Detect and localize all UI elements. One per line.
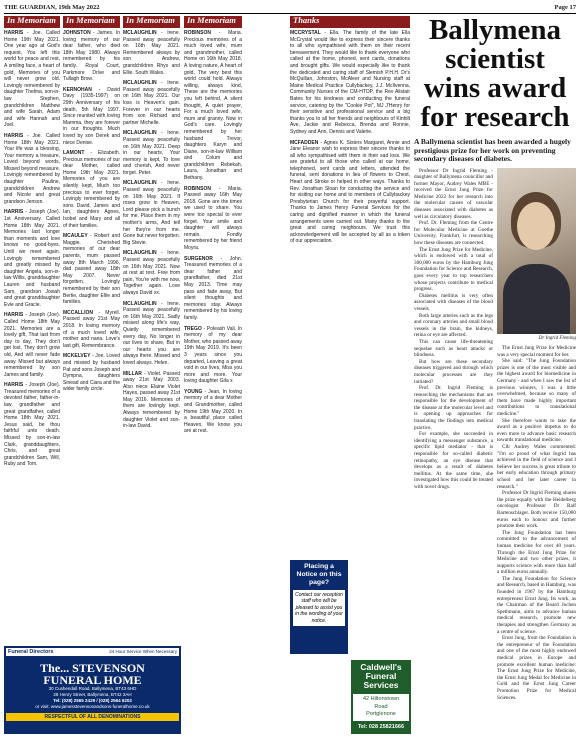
notice-text: - Irene. Passed away peacefully on 16th May 2021. Our loss is Heaven's gain. Forever in our hearts from son Richard and partner Michelle. (123, 80, 180, 126)
notice-name: ROBINSON (184, 185, 211, 192)
notice-name: HARRIS (4, 312, 24, 319)
lead-story (414, 16, 576, 734)
story-paragraph: Prof. Dr. Ingrid Fleming is researching the mechanisms that are responsible for the development of the disease at the molecular level and is opening up approaches for translating the findings into medical practice. (414, 385, 493, 431)
funeral-ad-address: 30 Cushendall Road, Ballymena, BT43 6HD (48, 686, 137, 691)
story-body (414, 168, 576, 702)
notice-item (290, 140, 410, 246)
notice-name: MCLAUGHLIN (123, 80, 157, 87)
story-standfirst: A Ballymena scientist has been awarded a hugely prestigious prize for her work on preventing secondary diseases of diabetes. (414, 137, 571, 163)
notice-name: MCAULEY (63, 233, 88, 240)
notice-item (63, 233, 120, 306)
notice-text: - Joseph (Joe). Treasured memories of a devoted father, father-in-law, grandfather and great grandfather, called Home 18th May 2021. Jesus said, be thou faithful unto death. Missed by son-in-law Clark, granddaughters, Chris, and great grandchildren Sam, Will, Ruby and Tom. (4, 382, 60, 468)
funeral-ad-strip-note: 24 Hour Service When Necessary (109, 649, 177, 654)
notice-item (63, 310, 120, 350)
story-paragraph: Prof. Dr. Fleming from the Centre for Molecular Medicine at Goethe University, Frankfurt, is researching how these diseases are connected. (414, 220, 493, 247)
column-heading: In Memoriam (184, 16, 242, 28)
notice-name: YOUNG (184, 388, 203, 395)
notice-item (123, 130, 180, 176)
notice-name: HARRIS (4, 209, 24, 216)
story-paragraph: Diabetes mellitus is very often associated with diseases of the blood vessels. (414, 292, 493, 312)
story-column-2-text (497, 345, 576, 701)
notice-name: HARRIS (4, 382, 24, 389)
story-paragraph: Professor Dr Ingrid Fleming shares the prize equally with the Heidelberg oncologist Professor Dr Ralf Bartenschlager. Both receive 150,000 euros each to honour and further promote their work. (497, 490, 576, 530)
funeral-ad-name-line2: FUNERAL HOME (43, 673, 142, 687)
notice-item (123, 80, 180, 126)
notice-name: MCKELVEY (63, 353, 91, 360)
notice-text: - Joe. Called Home 19th May 2021. One year ago at God's request, You left this world for peace and rest, A smiling face, a heart of gold, Memories of you will never grow old. Lovingly remembered by daughter Thelma, son-in-law Stephen, grandchildren Matthew and wife Sarah, Adam and wife Hannah and Joel. (4, 30, 60, 129)
notice-name: MCCRYSTAL (290, 30, 321, 36)
funeral-ad-strip-title: Funeral Directors (8, 649, 54, 655)
notice-item (63, 30, 120, 83)
notice-name: MCLAUGHLIN (123, 300, 157, 307)
column-heading: Thanks (290, 16, 410, 28)
caldwell-address-line: Portglenone (366, 711, 396, 717)
column-heading: In Memoriam (63, 16, 120, 28)
notice-item (4, 209, 60, 308)
notice-name: MCFADDEN (290, 139, 319, 146)
notice-name: LAMONT (63, 150, 85, 157)
funeral-ad-name-line1: The... STEVENSON (40, 661, 145, 675)
story-paragraph: The Ernst Jung Prize for Medicine was a very special moment for her. (497, 345, 576, 358)
masthead (4, 2, 576, 14)
notice-text: - Maria. Precious memories of a much loved wife, mum and grandmother, called Home on 16th May 2018. A loving nature, A heart of gold, The very best this world could hold. Always willing, always kind, These are the memories you left behind, A silent thought, A quiet prayer, For a much loved wife, mum and granny. Now in God's care. Lovingly remembered by her husband Trevor, daughters Karyn and Diane, son-in-law William and Colum and grandchildren Rebekah, Laura, Jonathan and Bethany. (184, 30, 242, 182)
notice-item (184, 186, 242, 252)
notice-text: - Poleash Vali. In memory of my dear Mother, who passed away 19th May 2019. It's been 3 years since you departed, Leaving a great void in our lives, Miss you more and more. Your loving daughter Gita x (184, 325, 242, 385)
column-3 (123, 16, 180, 734)
notice-item (63, 87, 120, 146)
notice-text: - Violet. Passed away 21st May 2003. Also niece Elaine Violet Hayes, passed away 21st May 2016. Memories of them are lovingly kept. Always remembered by daughter Violet and son-in-law David. (123, 370, 180, 430)
story-paragraph: The Ernst Jung Prize for Medicine, which is endowed with a total of 300,000 euros by the Hamburg Jung Foundation for Science and Research, goes every year to top researchers whose projects contribute to medical progress. (414, 246, 493, 293)
caldwell-address-line: Road (374, 703, 388, 710)
notice-text: - Joseph (Joe). 1st Anniversary. Called Home 18th May 2021. Memories last longer than moments and love knows no good-byes. Until we meet again. Lovingly remembered and greatly missed by daughter Angela, son-in-law Willis, granddaughter Lauren and husband Sam, grandson Josiah and great granddaughter Evie and Gracie. (4, 209, 60, 308)
notice-box-title: Placing a Notice on this page? (296, 563, 342, 586)
funeral-ad-footer: RESPECTFUL OF ALL DENOMINATIONS (6, 713, 179, 721)
funeral-ad-address2: 28 Henry Street, Ballymena, BT42 3AH (53, 692, 132, 697)
column-heading: In Memoriam (4, 16, 60, 28)
notice-item (63, 353, 120, 393)
story-paragraph: She therefore wants to take the award as a positive impetus to do even more to advance basic research towards translational medicine. (497, 417, 576, 444)
scientist-photo (497, 168, 576, 334)
story-paragraph: The Jung Foundation for Science and Research, based in Hamburg, was founded in 1967 by the Hamburg entrepreneur Ernst Jung. Its work, as the Chairman of the Board Jochen Spethmann, aims to advance human medical research, promote new therapies and strengthen Germany as a centre of science. (497, 575, 576, 635)
notice-item (123, 180, 180, 246)
notice-item (63, 150, 120, 229)
caldwell-ad-name: Caldwell's Funeral Services (360, 662, 402, 690)
notice-text: - Maria. Passed away 16th May 2018. Gone are the times we used to share. You were too special to ever forget. Your smile and daughter will always remain. Fondly remembered by her friend Moyra. (184, 185, 242, 251)
notice-name: MCLAUGHLIN (123, 250, 157, 257)
caldwell-ad-address (353, 694, 409, 721)
placing-notice-box (290, 560, 348, 654)
notice-name: TREGO (184, 325, 202, 332)
notice-item (184, 326, 242, 385)
notice-name: ROBINSON (184, 30, 211, 36)
notice-text: - Irene. Passed away peacefully on 16th May 2021. If roses grow in Heaven, Lord please pick a bunch for me. Place them in my mother's arms, And tell her they're from me. Gone but never forgotten. Big Stevie. (123, 180, 180, 246)
story-headline: Ballymena scientist wins award for research (420, 14, 570, 133)
notice-text: - Irene. Passed away peacefully on 16th May 2021. Remembered always by son Andrew, grandchildren Rhys and Ellie. South Wales. (123, 30, 180, 76)
notice-text: - Irene. Passed away peacefully on 16th May 2021. Now at rest at rest. Free from pain, You're with me now, Together again. Love always David xx. (123, 250, 180, 296)
notice-text: - John. Treasured memories of a dear father and grandfather, died 21st May 2013. Time may pass and fade away, But silent thoughts and memories stay. Always remembered by his loving family. (184, 255, 242, 321)
notice-item (123, 371, 180, 430)
notice-text: - Myrell. Passed away 21st May 2018. In loving memory of a much loved wife, mother and nana. Love's last gift, Remembrance. (63, 309, 120, 349)
notice-item (4, 30, 60, 129)
notice-name: HARRIS (4, 132, 24, 139)
notice-text: - Joe. Loved and missed by husband Pat and sons Joseph and Dympna, daughters Sinead and Ciara and the wider family circle. (63, 353, 120, 393)
caldwell-funeral-ad[interactable] (351, 660, 411, 734)
story-paragraph: Ernst Jung, from the Foundation is the entrepreneur of the Foundation and one of the most highly endowed medical prizes in Europe and promote excellent human medicine: The Ernst Jung Prize for Medicine, the Ernst Jung Medal for Medicine in Gold and the Ernst Jung Career Promotion Prize for Medical Sciences. (497, 635, 576, 701)
story-paragraph: Cllr Audrey Wales commented: "I'm so proud of what Ingrid has achieved in the field of science and I believe her success is great tribute to her early education through primary school and her later career in research." (497, 444, 576, 490)
story-paragraph: For example, she succeeded in identifying a messenger substance, a specific lipid mediator - that is responsible for so-called diabetic retinopathy, an eye disease that develops as a result of diabetes mellitus. At the same time, she investigated how this could be treated with novel drugs. (414, 431, 493, 490)
column-4 (184, 16, 242, 734)
notice-item (290, 30, 410, 136)
notice-text: - Robert and Maggie. Cherished memories of our dear parents, mum passed away 8th March 1996, dad passed away 18th May 2007. Never forgotten. Lovingly remembered by their son Bertie, daughter Ellie and families. (63, 233, 120, 306)
notice-name: HARRIS (4, 30, 24, 36)
notice-name: MCLAUGHLIN (123, 30, 157, 36)
notice-text: - Agnes K. Sisters Margaret, Annie and Jane Eleanor wish to express their sincere thanks to all who sympathised with them in their sad loss. We are grateful to all those who called at our home, telephoned, sent cards and letters, attended the funeral, sent donations in lieu of flowers to Chest, Heart and Stroke or helped in other ways. Thanks to Rev. Jonathan Sloan for conducting the service and for visiting our home and to members of Cullybackey Presbyterian Church for their prayerful support. Thanks to James Henry Funeral Services for the caring and dignified manner in which the funeral arrangements were carried out. Many thanks to the great and caring neighbours. We trust this acknowledgement will be accepted by all as a token of our appreciation. (290, 139, 410, 245)
story-paragraph: Both large arteries such as the legs and coronary arteries and small blood vessels in the brain, the kidneys, retina or eye are affected. (414, 312, 493, 339)
notice-text: - Irene. Passed away peacefully on 16th May 2021. Sadly missed along life's way, Quietly remembered every day, No longer in our lives to share, But in our hearts you are always there. Missed and loved always. Helen. (123, 300, 180, 366)
story-column-1 (414, 168, 493, 702)
notice-item (184, 30, 242, 182)
column-2 (63, 16, 120, 642)
notice-item (123, 250, 180, 296)
notice-name: MILLAR (123, 370, 142, 377)
notice-box-body: Contact our reception staff who will be pleased to assist you in the wording of your notice. (293, 590, 345, 626)
notice-name: MCLAUGHLIN (123, 130, 157, 137)
funeral-ad-phone: Tel: (028) 2565 2429 / (028) 2564 6202 (53, 698, 132, 703)
notice-item (123, 301, 180, 367)
story-paragraph: She said: "The Jung Foundation prizes is one of the most visible and the highest award for biomedicine in Germany - and when I saw the list of previous winners, I was a little overwhelmed, because so many of them have made highly important contributions to translational medicine." (497, 358, 576, 418)
photo-caption: Dr Ingrid Fleming (538, 335, 576, 341)
notice-item (4, 312, 60, 378)
story-paragraph: Professor Dr Ingrid Fleming - daughter of Ballymena councillor and former Mayor, Audrey Wales MBE - received the Ernst Jung Prize for Medicine 2022 for her research into the molecular causes of vascular diseases associated with diabetes as well as circulatory diseases. (414, 167, 493, 220)
notice-name: SURGENOR (184, 255, 213, 262)
notice-text: - Joseph (Joe). Called Home 18th May 2021. Memories are a lovely gift, That last from day to day, They don't get lost, They don't grow old, And will never fade away. Missed but always remembered by son James and family. (4, 312, 60, 378)
masthead-paper: THE GUARDIAN, 19th May 2022 (4, 4, 100, 11)
story-paragraph: But how are these secondary diseases triggered and through which molecular processes are they initiated? (414, 358, 493, 385)
column-1 (4, 16, 60, 642)
notice-text: - Ella. The family of the late Ella McCrystal would like to express their sincere thanks to all who sympathised with them on their recent bereavement. They would like to thank everyone who called at the home, phoned, sent cards, donations and brought gifts. We would especially like to thank the dedicated and caring staff of Slemish P.H.H. Dr's McQuillan, Johnston, McAleer and Nursing staff at Maine Medical Practice Cullybackey, J.J. McIlvenna, Community Nurses of the CM-HTOP, the Rev Alistair Bates for his kindness and conducting the funeral service, catering by the "Cookie Pot", MJ J'Henry for their sensitive and professional service and a big thanks you to all her friends and neighbours of Kinhilt Ave, Jackie and Rebecca, Brenda and Ronnie, Sydney and Ann, Dennis and Valerie. (290, 30, 410, 135)
notice-name: MCCALLION (63, 309, 93, 316)
notice-name: KERNOHAN (63, 86, 92, 93)
column-5 (290, 16, 410, 556)
notice-item (123, 30, 180, 76)
column-5-spacer (245, 16, 287, 734)
caldwell-address-line: 42 Hiltonstown (362, 696, 400, 702)
stevenson-funeral-ad[interactable] (4, 646, 181, 734)
notice-text: - David Davy (1935-1997) on 29th Anniversary of his death, 5th May 1997. Since reunited with loving Mamma, they are forever in our thoughts. Much loved by son Derek and niece Denise. (63, 86, 120, 146)
notice-item (184, 389, 242, 435)
notice-name: MCLAUGHLIN (123, 180, 157, 187)
masthead-page: Page 17 (554, 4, 576, 11)
story-column-2 (497, 168, 576, 702)
column-heading: In Memoriam (123, 16, 180, 28)
notice-text: - James. In loving memory of our dear father, who died 18th May 1980. Always remembered by his family. Royal Court, Parkmore Drive and Tullagh Brow. (63, 30, 120, 83)
notice-text: - Elizabeth. Precious memories of our dear Mother, called Home 19th May 2021. Memories of you are silently kept, Much too precious to ever forget. Lovingly remembered by sons David, James and Ian, daughters Agnes, Isobel and Mary and all of their families. (63, 150, 120, 229)
story-paragraph: This can cause life-threatening sequelae such as heart attacks or blindness. (414, 338, 493, 359)
notice-name: JOHNSTON (63, 30, 91, 36)
notice-text: - Jean. In loving memory of a dear Mother and Grandmother, called Home 19th May 2020. In a beautiful place called Heaven, We know you are at rest. (184, 388, 242, 435)
caldwell-ad-tel: Tel: 028 25821666 (357, 723, 405, 730)
notice-item (4, 382, 60, 468)
notice-text: - Irene. Passed away peacefully on 16th May 2021. Deep in our hearts, Your memory is kept, To love and cherish, And never forget. Peter. (123, 130, 180, 176)
funeral-ad-name (6, 662, 179, 686)
notice-item (4, 133, 60, 206)
story-paragraph: The Jung Foundation has been committed to the advancement of human medicine for over 40 years. Through the Ernst Jung Prize for Medicine and two other prizes, it supports science with more than half a million euros annually. (497, 529, 576, 576)
funeral-ad-web[interactable]: or visit: www.jamesstevensonandsons-funeralhome.co.uk (35, 704, 150, 709)
notice-item (184, 256, 242, 322)
notice-text: - Joe. Called Home 18th May 2021. Your life was a blessing, Your memory a treasure, Loved beyond words, Missed beyond measure. Lovingly remembered by daughter Pauline, grandchildren Andrew and Nicole and great grandson Jenson. (4, 132, 60, 205)
funeral-ad-strip (6, 648, 179, 656)
